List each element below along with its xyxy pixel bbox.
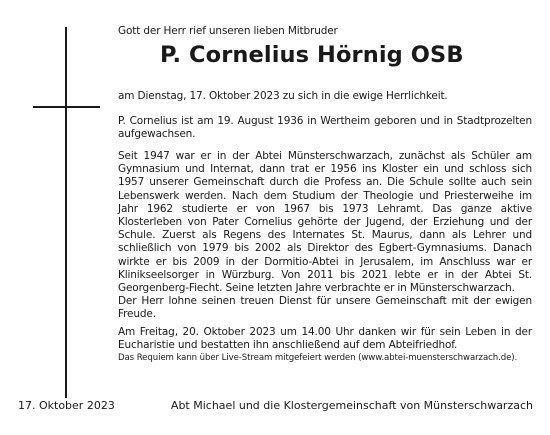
birth-paragraph: P. Cornelius ist am 19. August 1936 in Wertheim geboren und in Stadtprozelten aufgewachsen. (118, 115, 532, 141)
blessing-paragraph: Der Herr lohne seinen treuen Dienst für unsere Gemeinschaft mit der ewigen Freude. (118, 295, 532, 321)
intro-line: Gott der Herr rief unseren lieben Mitbruder (118, 25, 338, 37)
signature: Abt Michael und die Klostergemeinschaft von Münsterschwarzach (170, 399, 533, 412)
livestream-note: Das Requiem kann über Live-Stream mitgefeiert werden (www.abtei-muensterschwarzach.de). (118, 353, 518, 363)
deceased-name: P. Cornelius Hörnig OSB (160, 42, 464, 68)
cross-icon-crossbar (33, 106, 100, 108)
notice-date: 17. Oktober 2023 (18, 399, 115, 412)
funeral-paragraph: Am Freitag, 20. Oktober 2023 um 14.00 Uhr danken wir für sein Leben in der Eucharistie und bestatten ihn anschließend auf dem Abteifriedhof. (118, 326, 532, 352)
biography-paragraph: Seit 1947 war er in der Abtei Münsterschwarzach, zunächst als Schüler am Gymnasium und Internat, dann trat er 1956 ins Kloster ein und schloss sich 1957 unserer Gemeinschaft durch die Profess an. Die Schule sollte auch sein Lebenswerk werden. Nach dem Studium der Theologie und Priesterweihe im Jahr 1962 studierte er von 1967 bis 1973 Lehramt. Das ganze aktive Klosterleben von Pater Cornelius gehörte der Jugend, der Erziehung und der Schule. Zuerst als Regens des Internates St. Maurus, dann als Lehrer und schließlich von 1979 bis 2002 als Direktor des Egbert-Gymnasiums. Danach wirkte er bis 2009 in der Dormitio-Abtei in Jerusalem, im Anschluss war er Klinikseelsorger in Würzburg. Von 2011 bis 2021 lebte er in der Abtei St. Georgenberg-Fiecht. Seine letzten Jahre verbrachte er in Münsterschwarzach. (118, 150, 532, 295)
cross-icon (65, 27, 67, 398)
death-date-line: am Dienstag, 17. Oktober 2023 zu sich in die ewige Herrlichkeit. (118, 90, 448, 102)
